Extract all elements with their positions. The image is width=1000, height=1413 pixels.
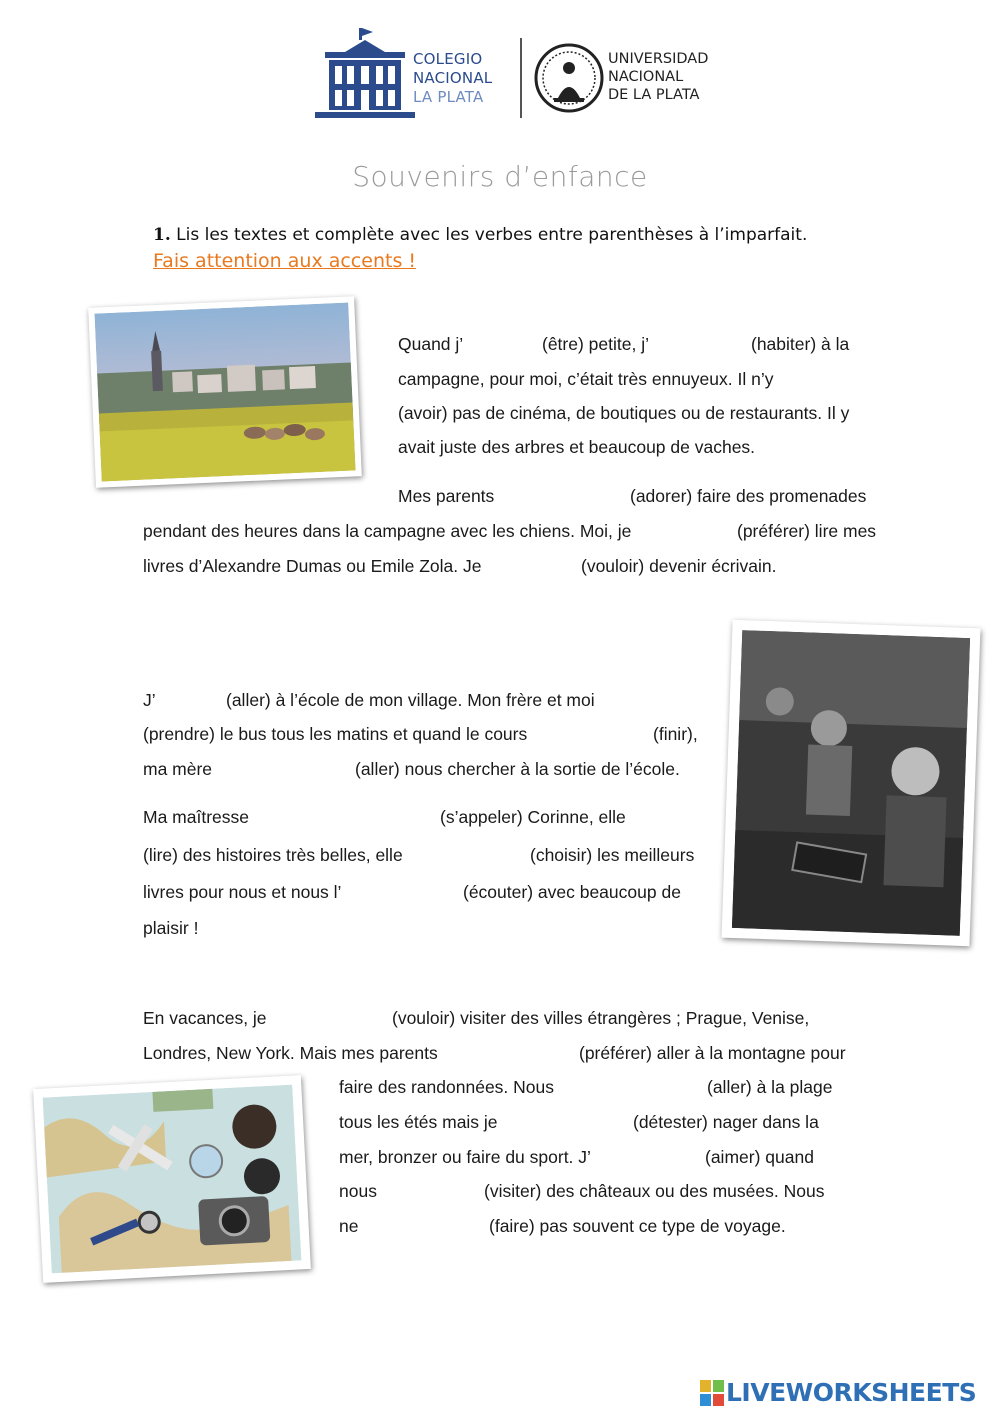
instruction-number: 1.	[153, 225, 171, 245]
s1-line-4: avait juste des arbres et beaucoup de vaches.	[398, 437, 756, 457]
unlp-line-1: UNIVERSIDAD	[608, 51, 709, 67]
s2-line-6a: livres pour nous et nous l’	[143, 882, 342, 902]
s2-line-5a: (lire) des histoires très belles, elle	[143, 845, 403, 865]
s1-line-7a: livres d’Alexandre Dumas ou Emile Zola. Je	[143, 556, 482, 576]
instruction	[153, 225, 807, 245]
s1-line-1a: Quand j’	[398, 334, 464, 354]
s3-line-7b: (faire) pas souvent ce type de voyage.	[489, 1216, 786, 1236]
accent-warning: Fais attention aux accents !	[153, 250, 416, 272]
s2-line-1b: (aller) à l’école de mon village. Mon frère et moi	[226, 690, 595, 710]
liveworksheets-brand: LIVEWORKSHEETS	[726, 1378, 977, 1407]
s2-line-5b: (choisir) les meilleurs	[530, 845, 695, 865]
s1-line-3: (avoir) pas de cinéma, de boutiques ou de restaurants. Il y	[398, 403, 850, 423]
s3-line-3b: (aller) à la plage	[707, 1077, 833, 1097]
travel-photo	[33, 1075, 311, 1283]
s2-line-4a: Ma maîtresse	[143, 807, 249, 827]
classroom-children-image	[732, 630, 970, 936]
s1-line-6b: (préférer) lire mes	[737, 521, 877, 541]
s3-line-4b: (détester) nager dans la	[633, 1112, 819, 1132]
s3-line-2a: Londres, New York. Mais mes parents	[143, 1043, 438, 1063]
colegio-building-icon	[315, 28, 415, 120]
s1-line-5b: (adorer) faire des promenades	[630, 486, 867, 506]
s2-line-2a: (prendre) le bus tous les matins et quand le cours	[143, 724, 528, 744]
colegio-line-2: NACIONAL	[413, 69, 493, 87]
s1-line-5a: Mes parents	[398, 486, 495, 506]
s3-line-3a: faire des randonnées. Nous	[339, 1077, 554, 1097]
s1-line-1c: (habiter) à la	[751, 334, 850, 354]
unlp-line-3: DE LA PLATA	[608, 87, 700, 103]
s3-line-5b: (aimer) quand	[705, 1147, 814, 1167]
s1-line-1b: (être) petite, j’	[542, 334, 649, 354]
village-landscape-image	[94, 303, 355, 482]
liveworksheets-logo[interactable]	[700, 1378, 996, 1408]
s2-line-2b: (finir),	[653, 724, 698, 744]
instruction-text: Lis les textes et complète avec les verbes entre parenthèses à l’imparfait.	[176, 225, 808, 245]
travel-map-image	[43, 1085, 302, 1274]
s3-line-5a: mer, bronzer ou faire du sport. J’	[339, 1147, 591, 1167]
colegio-line-1: COLEGIO	[413, 50, 483, 68]
s1-line-6a: pendant des heures dans la campagne avec les chiens. Moi, je	[143, 521, 632, 541]
s3-line-2b: (préférer) aller à la montagne pour	[579, 1043, 846, 1063]
colegio-line-3: LA PLATA	[413, 88, 484, 106]
s3-line-6b: (visiter) des châteaux ou des musées. Nous	[484, 1181, 825, 1201]
classroom-photo	[722, 620, 981, 946]
logo-divider	[520, 38, 522, 118]
unlp-logo	[534, 36, 734, 120]
s3-line-1b: (vouloir) visiter des villes étrangères ; Prague, Venise,	[392, 1008, 810, 1028]
s3-line-4a: tous les étés mais je	[339, 1112, 498, 1132]
s2-line-7: plaisir !	[143, 918, 199, 938]
s2-line-1a: J’	[143, 690, 156, 710]
s2-line-3a: ma mère	[143, 759, 213, 779]
s2-line-4b: (s’appeler) Corinne, elle	[440, 807, 626, 827]
unlp-seal-icon	[534, 36, 604, 120]
s3-line-6a: nous	[339, 1181, 377, 1201]
village-photo	[88, 296, 362, 487]
s2-line-3b: (aller) nous chercher à la sortie de l’école.	[355, 759, 680, 779]
unlp-line-2: NACIONAL	[608, 69, 684, 85]
s2-line-6b: (écouter) avec beaucoup de	[463, 882, 681, 902]
s3-line-1a: En vacances, je	[143, 1008, 267, 1028]
s1-line-2: campagne, pour moi, c’était très ennuyeux. Il n’y	[398, 369, 774, 389]
page-title: Souvenirs d’enfance	[352, 160, 648, 193]
s3-line-7a: ne	[339, 1216, 359, 1236]
colegio-nacional-logo	[315, 28, 515, 120]
s1-line-7b: (vouloir) devenir écrivain.	[581, 556, 777, 576]
liveworksheets-icon	[700, 1380, 724, 1406]
